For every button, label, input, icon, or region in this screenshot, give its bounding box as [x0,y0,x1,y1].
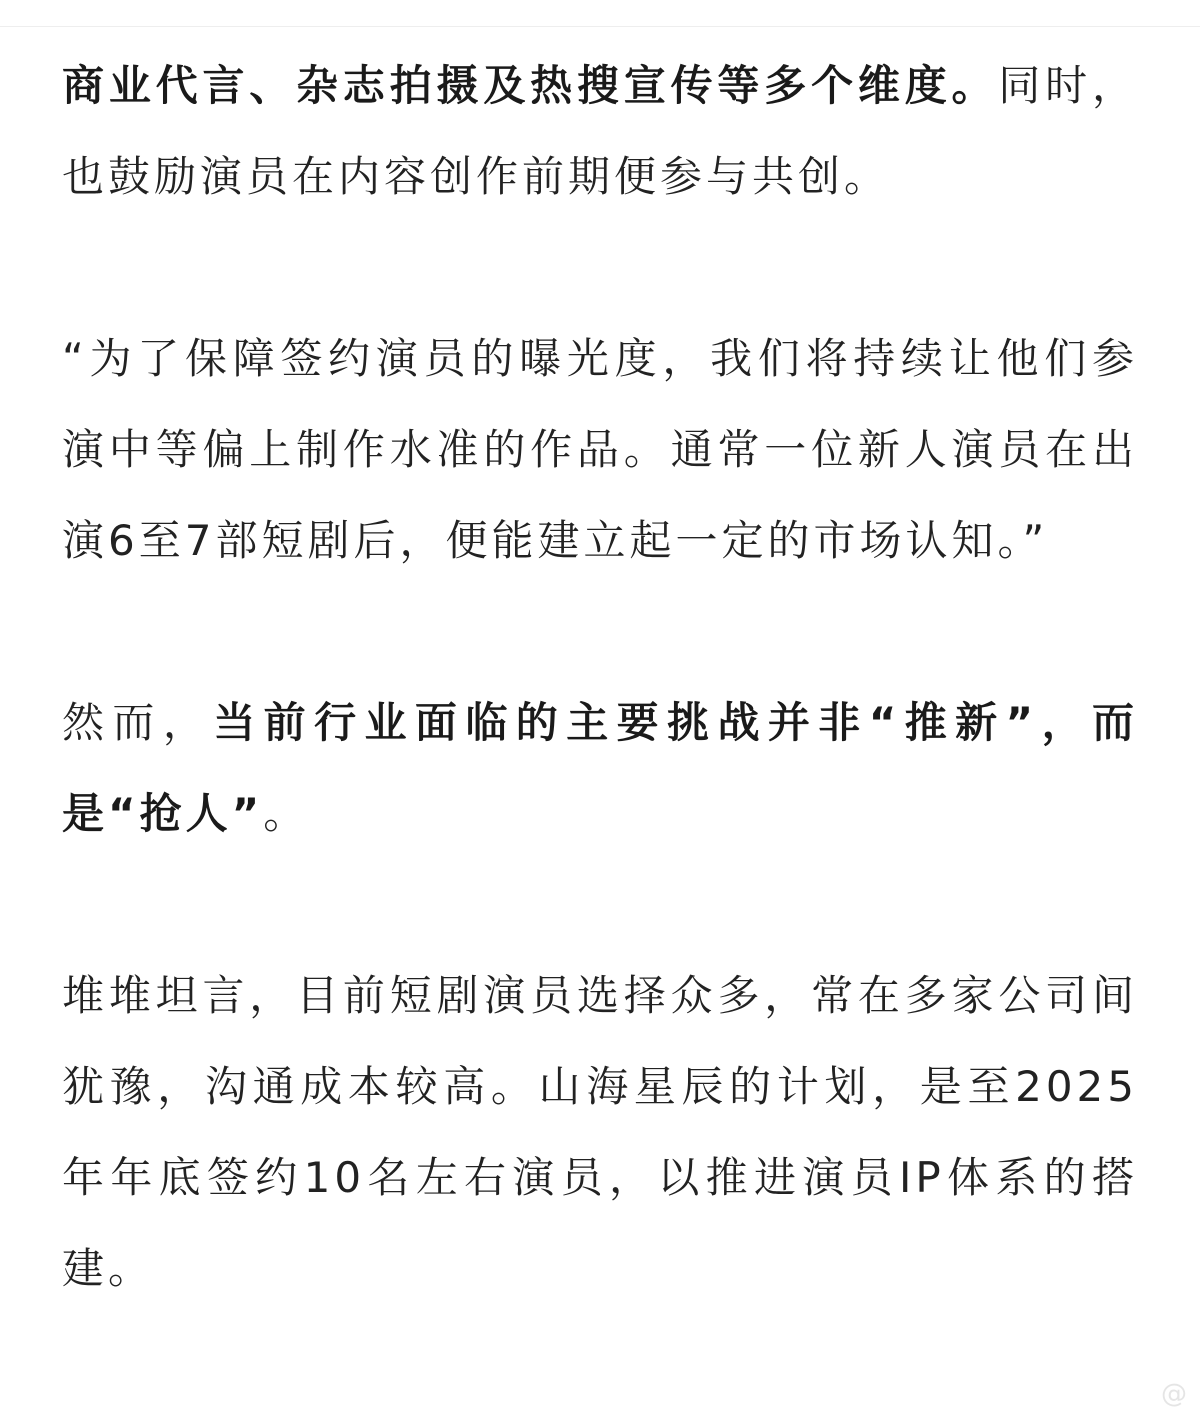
paragraph-spacer [62,586,1138,677]
watermark: @ [1161,1379,1188,1409]
paragraph-spacer [62,222,1138,313]
paragraph-3-tail-text: 。 [263,789,310,838]
top-divider [0,26,1200,27]
paragraph-spacer [62,859,1138,950]
paragraph-4 [62,950,1138,1314]
paragraph-2-quote-text: “为了保障签约演员的曝光度，我们将持续让他们参演中等偏上制作水准的作品。通常一位新人演员在出演6至7部短剧后，便能建立起一定的市场认知。” [62,334,1138,565]
paragraph-3-lead-text: 然而， [62,698,214,747]
paragraph-3-bold-text: 当前行业面临的主要挑战并非“推新”，而是“抢人” [62,698,1138,838]
paragraph-1-text: 同时，也鼓励演员在内容创作前期便参与共创。 [62,61,1138,201]
paragraph-2 [62,313,1138,586]
paragraph-3 [62,677,1138,859]
article-body [62,40,1138,1314]
paragraph-1 [62,40,1138,222]
paragraph-1-bold-text: 商业代言、杂志拍摄及热搜宣传等多个维度。 [62,61,999,110]
paragraph-4-text: 堆堆坦言，目前短剧演员选择众多，常在多家公司间犹豫，沟通成本较高。山海星辰的计划，是至2025年年底签约10名左右演员，以推进演员IP体系的搭建。 [62,971,1138,1293]
